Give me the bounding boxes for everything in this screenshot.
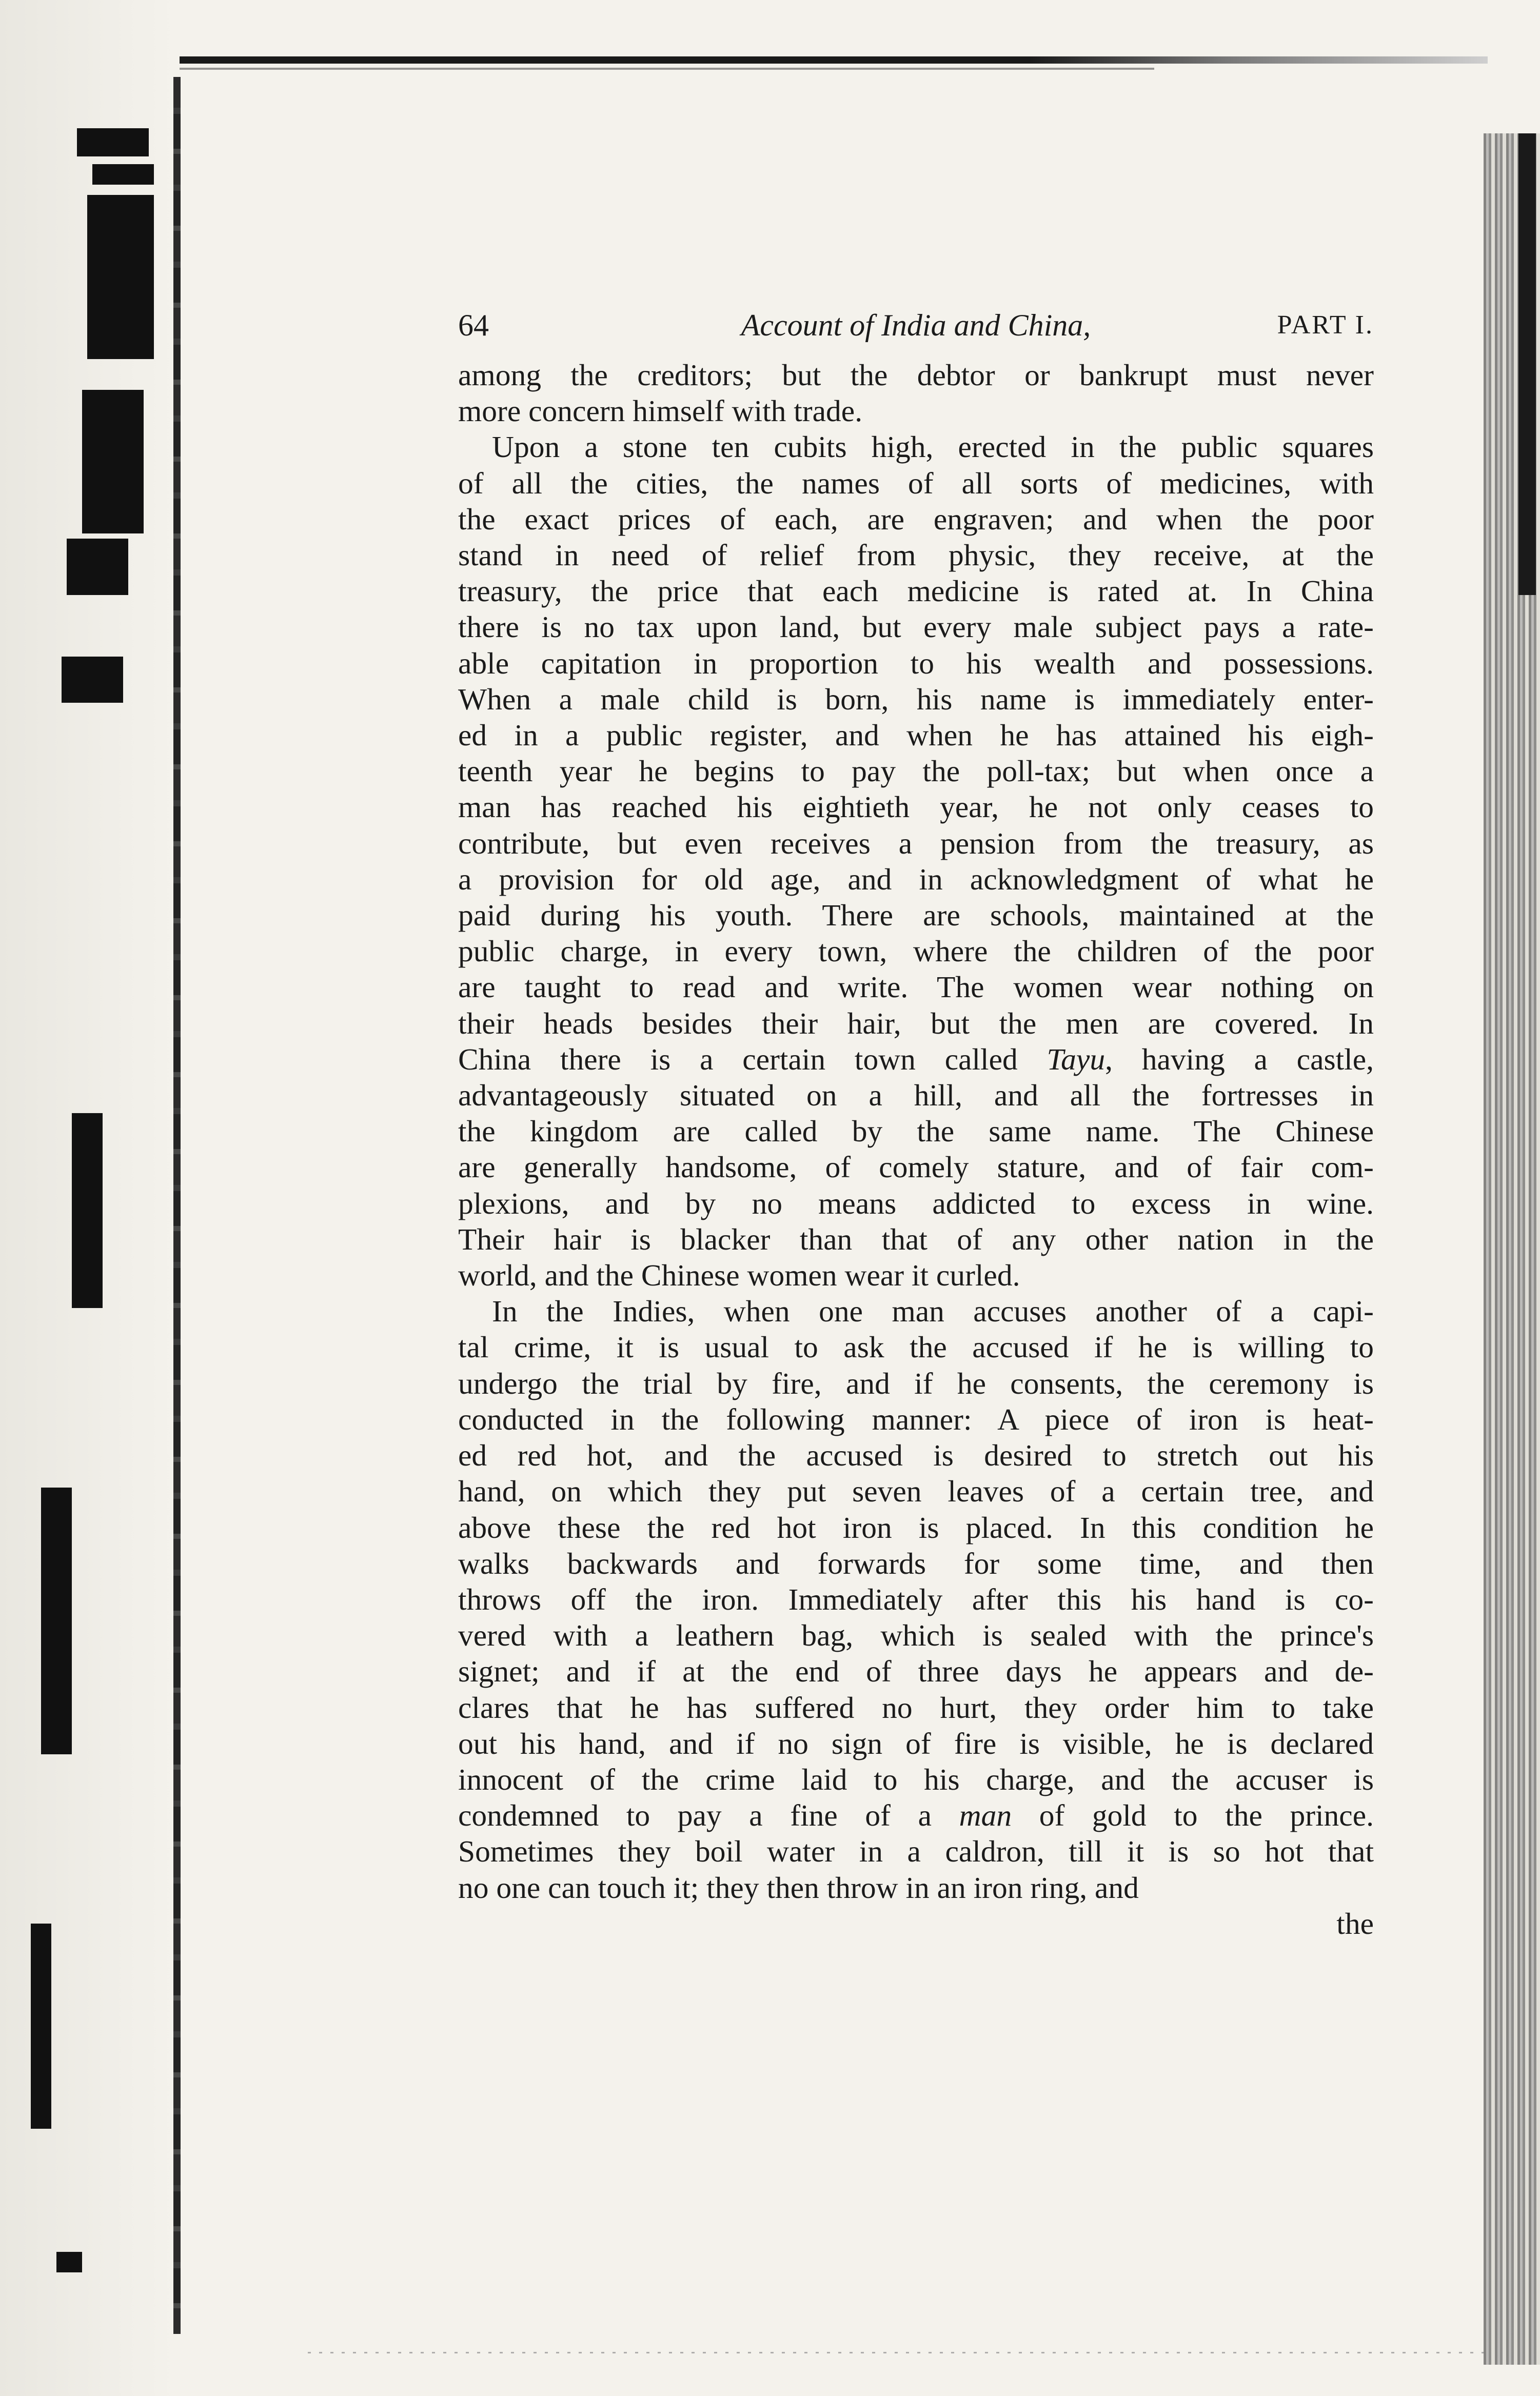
text-line: paid during his youth. There are schools, maintained at the (458, 898, 1374, 933)
body-text (458, 357, 1374, 1906)
text-line: undergo the trial by fire, and if he consents, the ceremony is (458, 1366, 1374, 1400)
text-line: no one can touch it; they then throw in an iron ring, and (458, 1870, 1139, 1905)
text-line: ed in a public register, and when he has attained his eigh- (458, 718, 1374, 753)
book-spine-edge (173, 77, 181, 2334)
text-line: a provision for old age, and in acknowledgment of what he (458, 862, 1374, 896)
page-right-edge-dark (1518, 133, 1536, 595)
text-line: man has reached his eightieth year, he not only ceases to (458, 790, 1374, 824)
text-line: When a male child is born, his name is immediately enter- (458, 682, 1374, 716)
text-line: Sometimes they boil water in a caldron, till it is so hot that (458, 1834, 1374, 1869)
text-line: In the Indies, when one man accuses another of a capi- (492, 1294, 1374, 1329)
text-line: able capitation in proportion to his wealth and possessions. (458, 646, 1374, 680)
paragraph (458, 429, 1374, 1293)
text-line: of all the cities, the names of all sorts of medicines, with (458, 466, 1374, 500)
text-line: out his hand, and if no sign of fire is visible, he is declared (458, 1726, 1374, 1760)
text-line: innocent of the crime laid to his charge, and the accuser is (458, 1762, 1374, 1796)
text-line: world, and the Chinese women wear it curled. (458, 1258, 1020, 1293)
running-title: Account of India and China, (741, 308, 1091, 342)
page-number: 64 (458, 308, 489, 342)
text-line: Upon a stone ten cubits high, erected in the public squares (492, 430, 1374, 464)
page-top-edge-shadow (180, 68, 1154, 70)
text-line: plexions, and by no means addicted to excess in wine. (458, 1186, 1374, 1220)
text-line: the exact prices of each, are engraven; and when the poor (458, 502, 1374, 536)
text-line: tal crime, it is usual to ask the accused if he is willing to (458, 1330, 1374, 1364)
text-line: vered with a leathern bag, which is sealed with the prince's (458, 1618, 1374, 1653)
text-line: hand, on which they put seven leaves of a certain tree, and (458, 1474, 1374, 1509)
text-line: the kingdom are called by the same name. The Chinese (458, 1114, 1374, 1149)
text-line: condemned to pay a fine of a man of gold to the prince. (458, 1798, 1374, 1833)
text-line: among the creditors; but the debtor or bankrupt must never (458, 358, 1374, 392)
catchword: the (1336, 1906, 1374, 1940)
text-line: treasury, the price that each medicine is rated at. In China (458, 574, 1374, 608)
text-line: Their hair is blacker than that of any other nation in the (458, 1222, 1374, 1256)
paragraph (458, 357, 1374, 429)
paragraph (458, 1293, 1374, 1905)
page-top-edge (180, 56, 1488, 64)
text-line: clares that he has suffered no hurt, they order him to take (458, 1690, 1374, 1725)
text-line: conducted in the following manner: A piece of iron is heat- (458, 1402, 1374, 1436)
text-line: China there is a certain town called Tayu, having a castle, (458, 1042, 1374, 1076)
text-line: public charge, in every town, where the children of the poor (458, 934, 1374, 968)
text-line: are taught to read and write. The women wear nothing on (458, 970, 1374, 1004)
text-line: are generally handsome, of comely stature, and of fair com- (458, 1150, 1374, 1184)
text-line: walks backwards and forwards for some time, and then (458, 1546, 1374, 1580)
text-line: above these the red hot iron is placed. In this condition he (458, 1510, 1374, 1544)
text-line: ed red hot, and the accused is desired to stretch out his (458, 1438, 1374, 1473)
text-line: advantageously situated on a hill, and all the fortresses in (458, 1078, 1374, 1113)
page-bottom-edge (308, 2352, 1488, 2353)
text-line: their heads besides their hair, but the men are covered. In (458, 1006, 1374, 1040)
text-line: teenth year he begins to pay the poll-tax; but when once a (458, 754, 1374, 788)
text-line: contribute, but even receives a pension from the treasury, as (458, 826, 1374, 860)
text-line: more concern himself with trade. (458, 394, 863, 428)
text-line: there is no tax upon land, but every male subject pays a rate- (458, 610, 1374, 644)
part-label: PART I. (1277, 310, 1374, 340)
text-line: signet; and if at the end of three days he appears and de- (458, 1654, 1374, 1689)
text-block (458, 308, 1374, 1942)
running-head (458, 308, 1374, 357)
text-line: throws off the iron. Immediately after this his hand is co- (458, 1582, 1374, 1616)
text-line: stand in need of relief from physic, they receive, at the (458, 538, 1374, 572)
